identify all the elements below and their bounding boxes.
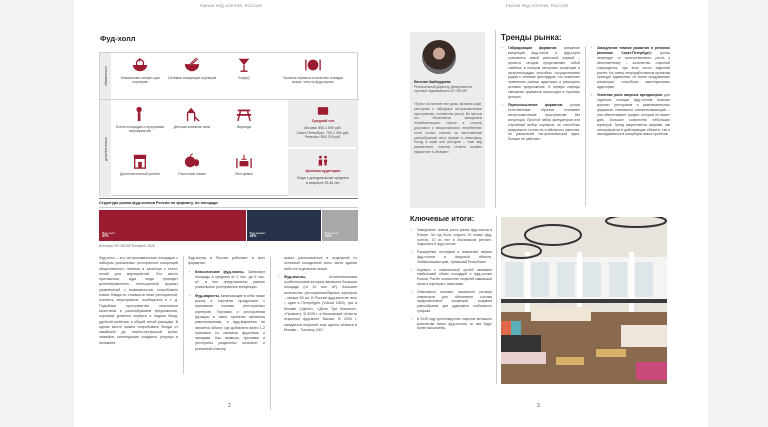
source-note: Источник: NF GROUP Research, 2026 — [99, 244, 155, 248]
trend-item: › Переосмысление форматов: рынок естественным образом отсеивает гастрономические пространства без концепции. Простой набор арендаторов или случайный выбор корнеров, не способных предложить гостям ни стабильного качества, ни уникальной гастрономической идеи, больше не работает. — [501, 103, 580, 142]
picnic-table-icon — [235, 106, 253, 122]
format-item: › Фуд-моллы, отличительными особенностями которых являются большая площадь (от 10 тыс. м²), большее количество ресторанных/барных корнеров – свыше 50 шт. В России фуд-моллов пять – один в Петербурге (Vokzal 1853), три в Москве («Депо», «Депо Три Вокзала», «Привоз»). В 2025 г. в Московской области открылся фуд-молл Bazaar. В 2026 г. ожидается открытие еще одного объекта в Москве – Tverskoy 24/7. — [277, 275, 357, 333]
continuation-text: может располагаться в отдельной от основной посадочной зоны части здания либо на отдельном этаже. — [284, 256, 357, 271]
feature-cell: Рестораны — [218, 153, 270, 176]
audience-panel: Целевая аудитория Люди с доходом выше среднего в возрасте 25-45 лет — [288, 149, 358, 196]
column-rule — [585, 46, 586, 206]
chart-title: Структура рынка фуд-холлов России по формату, по площади — [99, 198, 358, 208]
format-item: › Классические фуд-холлы. Занимают площадь в среднем от 1 тыс. до 5 тыс. м², в них представлены разные уникальные ресторанные концепции. — [188, 270, 265, 291]
trends-column-1 — [501, 46, 580, 145]
bar-label — [250, 232, 266, 239]
expert-quote-box — [410, 32, 485, 208]
trends-column-2 — [590, 46, 670, 140]
people-icon — [317, 155, 329, 166]
bar-segment-1 — [99, 210, 246, 241]
key-result-item: › Расширение географии и появление первых фуд-холлов в Амурской области, Забайкальском крае, Чувашской Республике. — [410, 250, 492, 264]
column-rule — [495, 30, 496, 208]
food-hall-photo — [501, 217, 667, 384]
storefront-icon — [131, 153, 149, 169]
key-result-item: › Отмечаются высокие показатели ротации операторов для обновления состава представленных концепций, создания разнообразия для удержания стабильного трафика. — [410, 290, 492, 314]
feature-cell: Веранда — [218, 106, 270, 129]
intro-paragraph: Фуд-холл – это гастрономическая площадка с набором уникальных ресторанных концепций общественного питания и зачастую с event-зоной для мероприятий. Это место притяжения, куда люди приходят целенаправленно, полноценный формат развлечений с возможностью попробовать новые блюда по стоимости ниже ресторанной, посетить мероприятие, пообщаться и т. д. Подобные пространства отличаются качеством и разнообразием предложения, хорошим уровнем сервиса и подачи блюд, удобной мебелью и общей зоной рассадки. В одном месте можно попробовать блюда от гавайской до чечено-ингушской кухни, чизкейки, сингапурские сэндвичи, устрицы и пельмени. — [99, 256, 178, 345]
avg-check-panel: Средний чек Москва: 800-1 500 руб. Санкт-Петербург: 700-1 000 руб. Регионы: 500-700 руб. — [288, 100, 358, 147]
body-column-1 — [99, 256, 178, 346]
trends-title: Тренды рынка: — [501, 33, 562, 42]
trend-item: › Усиление роли якорных арендаторов: для отдельно стоящих фуд-холлов наличие крупных ресторанов и развлекательных форматов становится основополагающим – они обеспечивают трафик, который не может дать большое количество небольших корнеров. Тренд закрепляется якорями, как интегрируются в действующие объекты, так и закладываются в концепции новых проектов. — [590, 93, 670, 137]
body-column-3 — [277, 256, 357, 336]
avatar — [422, 40, 456, 74]
bar-category-label: Фуд-маркет — [249, 230, 266, 235]
bar-label — [102, 232, 115, 239]
bar-value-label: 29% — [249, 234, 257, 239]
bar-segment-2 — [247, 210, 321, 241]
cocktail-icon — [235, 57, 253, 73]
wallet-icon — [317, 105, 329, 116]
bar-segment-3 — [322, 210, 358, 241]
feature-cell: Детская комната/ зона — [166, 106, 218, 129]
feature-cell: Бар(ы) — [218, 57, 270, 80]
playground-icon — [183, 106, 201, 122]
plate-cutlery-icon — [304, 57, 322, 73]
body-column-2 — [188, 256, 265, 355]
trend-item: › Гибридизация форматов: смешение концепций фуд-холла и фуд-корта становится новой рыночной нормой – проекты сегодня представляют собой симбиоз, в котором авторские концепции и гастроплощадки способны сосуществовать рядом с сетевым фастфудом, что позволяет привлекать разные аудитории и расширить ценовое предложение. В первую очередь смешение форматов происходит в торговых центрах. — [501, 46, 580, 100]
fruit-icon — [183, 153, 201, 169]
ramen-bowl-icon — [183, 57, 201, 73]
bar-label — [325, 232, 339, 239]
running-head: РЫНОК ФУД-ХОЛЛОВ. РОССИЯ — [200, 4, 263, 8]
page-number: 3 — [537, 403, 540, 409]
formats-intro: Фуд-холлы в России работают в трех форматах: — [188, 256, 265, 266]
restaurant-table-icon — [235, 153, 253, 169]
quote-author: Евгения Хакбердиева — [414, 80, 451, 84]
food-hall-interior-illustration — [501, 217, 667, 384]
feature-cell: Дополнительный ритейл — [114, 153, 166, 176]
trend-item: › Замедление темпов развития в регионах (включая Санкт-Петербург): рынок переходит от количественного роста к качественному – количество открытий сокращается, при этом число закрытий растет. На смену непроработанным проектам приходят единичные, но более продуманные концепции, способные заинтересовать аудиторию. — [590, 46, 670, 90]
quote-role: Региональный директор Департамента торговой недвижимости NF GROUP — [414, 85, 472, 94]
group-label-additional: дополнительно — [100, 100, 111, 197]
feature-cell: Сетевые концепции корнеров — [166, 57, 218, 80]
column-rule — [496, 216, 497, 384]
bar-category-label: Фуд-молл — [324, 230, 339, 235]
column-rule — [270, 256, 271, 410]
bar-value-label: 57% — [102, 234, 109, 239]
key-result-item: › Замедление темпов роста рынка фуд-холлов в России. За год было открыто 20 новых фуд-холлов, 10 из них в Московском регионе. Закрылось 8 фуд-холлов. — [410, 228, 492, 247]
group-label-mandatory: обязательно — [100, 53, 111, 99]
feature-cell: Event-площадка и программа мероприятий — [114, 106, 166, 134]
page-number: 2 — [228, 403, 231, 409]
bar-category-label: Фуд-холл — [102, 230, 116, 235]
format-structure-chart — [99, 210, 358, 241]
section-title: Фуд-холл — [100, 34, 136, 43]
quote-text: «Траты на питание вне дома, включая кафе, рестораны и гибридные гастрономические пространства, постепенно растут. Во многом это объясняется смещением потребительского спроса в сторону досугового и эмоционального потребления: гости готовы платить за качественный разнообразный опыт, формат и атмосферу. Поход в кафе или ресторан – тоже вид развлечения, поэтому сегмент активно прирастает в объемах». — [414, 102, 482, 154]
feature-cell: Уровень сервиса и качество посадки выше, чем на фуд-кортах — [278, 57, 348, 85]
key-result-item: › В 2026 году прогнозируется открытие меньшего количества новых фуд-холлов, но они будут более масштабны. — [410, 317, 492, 331]
feature-cell: Уникальные концеп-ции корнеров — [114, 57, 166, 85]
key-result-item: › Корнеры с паназиатской кухней занимают наибольший объем площадей в фуд-холлах России. Растет количество открытий кавказской кухни и корнеров с напитками. — [410, 268, 492, 287]
bar-value-label: 14% — [324, 234, 332, 239]
running-head: РЫНОК ФУД-ХОЛЛОВ. РОССИЯ — [506, 4, 569, 8]
key-results-title: Ключевые итоги: — [410, 214, 475, 223]
column-rule — [183, 256, 184, 374]
key-results-list — [410, 228, 492, 334]
feature-cell: Рыночные лавки — [166, 153, 218, 176]
format-item: › Фуд-маркеты, включающие в себя также рынок и торговлю продуктами с прилавков помимо ресторанных корнеров. Торговая и ресторанная функции в таких проектах являются равнозначными, и фуд-маркетом не является объект, где добавлено всего 1-2 прилавка со свежими фруктами и овощами. Как правило, прилавки и рестораны разделены зонально и рыночный кластер — [188, 294, 265, 352]
food-hall-features-table — [99, 52, 358, 196]
noodle-bowl-icon — [131, 57, 149, 73]
microphone-icon — [131, 106, 149, 122]
